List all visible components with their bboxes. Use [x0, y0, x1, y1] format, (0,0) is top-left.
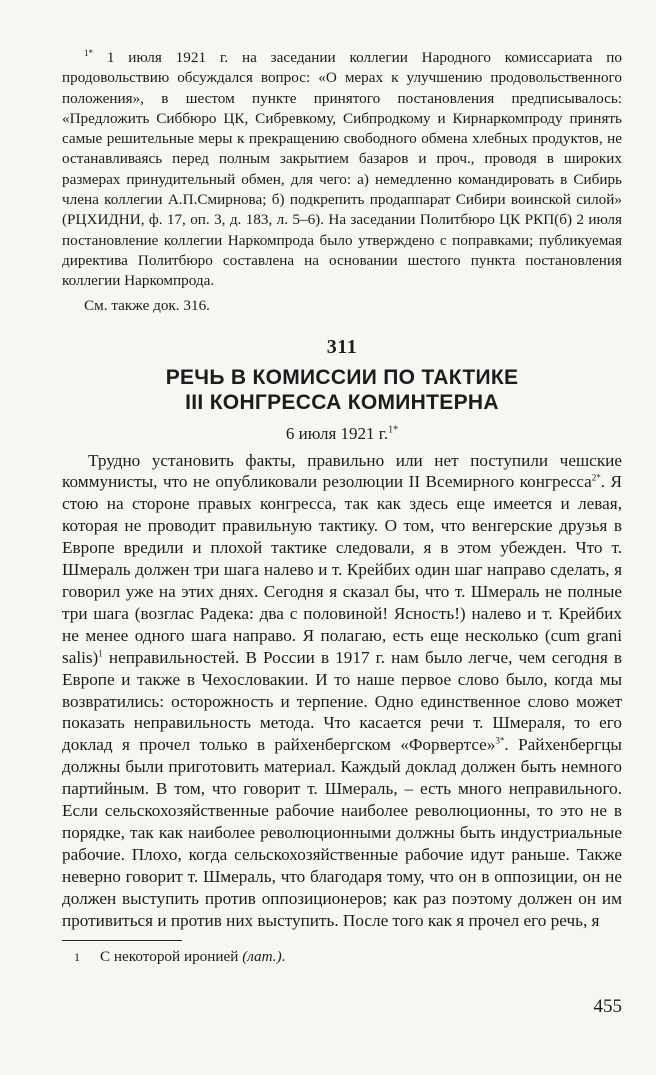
- date-text: 6 июля 1921 г.: [285, 423, 389, 443]
- star-footnote-text: 1 июля 1921 г. на заседании коллегии Народного комиссариата по продовольствию обсуждался вопрос: «О мерах к улучшению продовольственного положения», в шестом пункте принятого постановления предписывалось: «Предложить Сиббюро ЦК, Сибревкому, Сибпродкому и Кирнаркомпроду принять самые решительные меры к прекращению свободного обмена хлебных продуктов, не останавливаясь перед полным закрытием базаров и проч., проводя в широких размерах принудительный обмен, для чего: а) немедленно командировать в Сибирь члена коллегии А.П.Смирнова; б) подкрепить продаппарат Сибири воинской силой» (РЦХИДНИ, ф. 17, оп. 3, д. 183, л. 5–6). На заседании Политбюро ЦК РКП(б) 2 июля постановление коллегии Наркомпрода было утверждено с поправками; публикуемая директива Политбюро составлена на основании шестого пункта постановления коллегии Наркомпрода.: [62, 49, 623, 290]
- footnote-1-number: 1: [74, 949, 80, 964]
- title-line-1: РЕЧЬ В КОМИССИИ ПО ТАКТИКЕ: [165, 365, 519, 389]
- body-text-1: Трудно установить факты, правильно или нет поступили чешские коммунисты, что не опубликовали резолюции II Всемирного конгресса: [62, 450, 622, 492]
- footnote-rule: [62, 940, 182, 941]
- title-line-2: III КОНГРЕССА КОМИНТЕРНА: [185, 390, 499, 414]
- document-number: 311: [326, 335, 358, 358]
- footnote-marker-2: 2*: [591, 472, 601, 483]
- body-text-4: . Райхенбергцы должны были приготовить материал. Каждый доклад должен быть немного партийным. В том, что говорит т. Шмераль, – есть много неправильного. Если сельскохозяйственные рабочие наиболее революционны, то это не в порядке, так как наиболее революционными должны быть индустриальные рабочие. Плохо, когда сельскохозяйственные рабочие идут раньше. Также неверно говорит т. Шмераль, что благодаря тому, что он в оппозиции, он не должен выступить против оппозиционеров; как раз поэтому должен он им противиться и против них выступить. После того как я прочел его речь, я: [62, 735, 622, 930]
- page-content: [62, 48, 622, 967]
- footnote-1-text: С некоторой иронией: [100, 947, 239, 965]
- document-date: [62, 424, 622, 444]
- footnote-marker-1: 1: [98, 647, 103, 658]
- star-footnote: [62, 48, 622, 292]
- footnote-marker-3: 3*: [495, 735, 505, 746]
- document-title: [62, 365, 622, 415]
- see-also: См. также док. 316.: [84, 296, 210, 314]
- footnote-1-lang: (лат.): [242, 947, 282, 965]
- page-number: 455: [593, 996, 622, 1017]
- date-footnote-marker: 1*: [388, 423, 399, 435]
- footnote-1-end: .: [281, 947, 286, 965]
- footnote-1: [62, 947, 622, 967]
- speech-body: [62, 450, 622, 932]
- footnote-marker: 1*: [84, 47, 93, 58]
- body-text-3: неправильностей. В России в 1917 г. нам было легче, чем сегодня в Европе и также в Чехословакии. И то наше первое слово было, когда мы возвратились: осторожность и терпение. Одно единственное слово может показать неправильность метода. Что касается речи т. Шмераля, то его доклад я прочел только в райхенбергском «Форвертсе»: [62, 647, 622, 755]
- body-text-2: . Я стою на стороне правых конгресса, так как здесь еще имеется и левая, которая не проводит правильную тактику. О том, что венгерские друзья в Европе вредили и плохой тактике следовали, я в этом убежден. Что т. Шмераль должен три шага налево и т. Крейбих один шаг направо сделать, я говорил уже на этих днях. Сегодня я сказал бы, что т. Шмераль не полные три шага (возглас Радека: два с половиной! Ясность!) налево и т. Крейбих не менее одного шага направо. Я полагаю, есть еще несколько (cum grani salis): [62, 472, 622, 667]
